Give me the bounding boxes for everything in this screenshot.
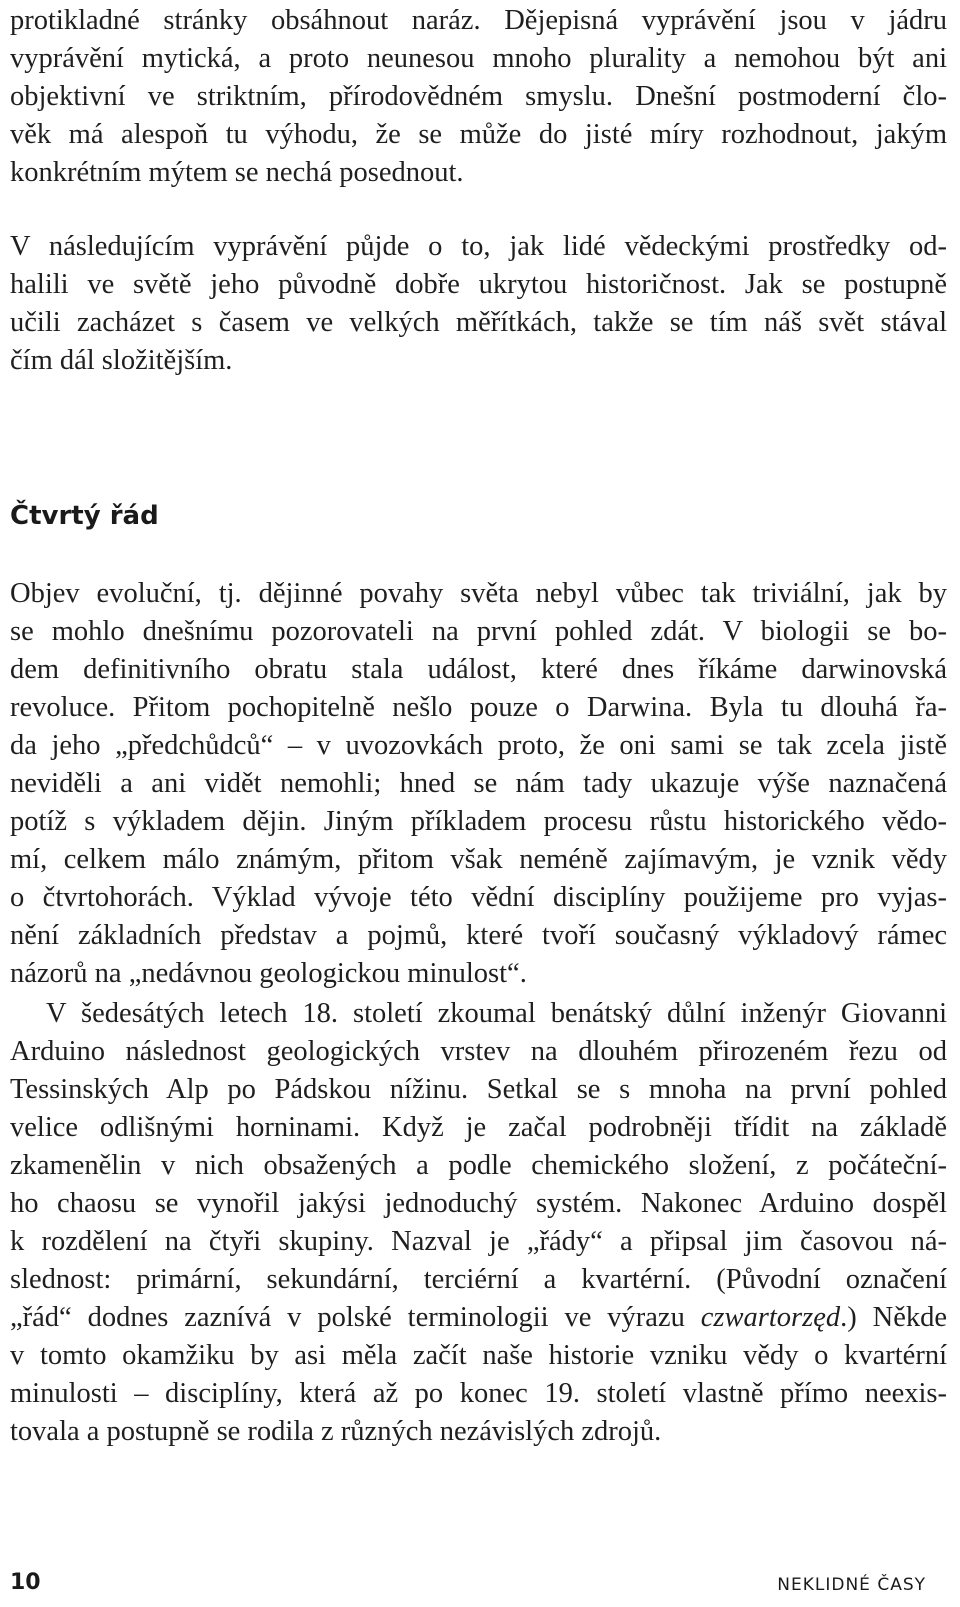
text-line: k rozdělení na čtyři skupiny. Nazval je „řády“ a připsal jim časovou ná- [10, 1226, 947, 1257]
text-line: Objev evoluční, tj. dějinné povahy světa nebyl vůbec tak triviální, jak by [10, 578, 947, 609]
page-number: 10 [10, 1570, 41, 1595]
text-line: ho chaosu se vynořil jakýsi jednoduchý systém. Nakonec Arduino dospěl [10, 1188, 947, 1219]
text-line: vyprávění mytická, a proto neunesou mnoho plurality a nemohou být ani [10, 43, 947, 74]
text-line: Tessinských Alp po Pádskou nížinu. Setkal se s mnoha na první pohled [10, 1074, 947, 1105]
text-line: revoluce. Přitom pochopitelně nešlo pouze o Darwina. Byla tu dlouhá řa- [10, 692, 947, 723]
text-line: tovala a postupně se rodila z různých nezávislých zdrojů. [10, 1416, 662, 1447]
text-line: učili zacházet s časem ve velkých měřítkách, takže se tím náš svět stával [10, 307, 947, 338]
paragraph-3 [10, 575, 947, 993]
text-line: názorů na „nedávnou geologickou minulost“. [10, 958, 527, 989]
text-line: da jeho „předchůdců“ – v uvozovkách proto, že oni sami se tak zcela jistě [10, 730, 947, 761]
paragraph-4 [10, 995, 947, 1451]
text-line: dem definitivního obratu stala událost, které dnes říkáme darwinovská [10, 654, 947, 685]
text-line: se mohlo dnešnímu pozorovateli na první pohled zdát. V biologii se bo- [10, 616, 947, 647]
text-line: velice odlišnými horninami. Když je začal podrobněji třídit na základě [10, 1112, 947, 1143]
paragraph-2 [10, 228, 947, 380]
text-line: protikladné stránky obsáhnout naráz. Dějepisná vyprávění jsou v jádru [10, 5, 947, 36]
section-heading: Čtvrtý řád [10, 501, 159, 531]
text-line: nění základních představ a pojmů, které tvoří současný výkladový rámec [10, 920, 947, 951]
text-line: slednost: primární, sekundární, terciérní a kvartérní. (Původní označení [10, 1264, 947, 1295]
text-line: V následujícím vyprávění půjde o to, jak lidé vědeckými prostředky od- [10, 231, 947, 262]
text-line: mí, celkem málo známým, přitom však neméně zajímavým, je vznik vědy [10, 844, 947, 875]
text-line: neviděli a ani vidět nemohli; hned se nám tady ukazuje výše naznačená [10, 768, 947, 799]
text-line-with-italic [10, 1299, 947, 1337]
text-line: objektivní ve striktním, přírodovědném smyslu. Dnešní postmoderní člo- [10, 81, 947, 112]
text-line: o čtvrtohorách. Výklad vývoje této vědní disciplíny použijeme pro vyjas- [10, 882, 947, 913]
text-segment: „řád“ dodnes zaznívá v polské terminologii ve výrazu [10, 1302, 701, 1333]
text-line: v tomto okamžiku by asi měla začít naše historie vzniku vědy o kvartérní [10, 1340, 947, 1371]
italic-term: czwartorzęd [700, 1302, 841, 1333]
text-line: čím dál složitějším. [10, 345, 233, 376]
text-line: halili ve světě jeho původně dobře ukrytou historičnost. Jak se postupně [10, 269, 947, 300]
text-line: konkrétním mýtem se nechá posednout. [10, 157, 464, 188]
running-title: NEKLIDNÉ ČASY [777, 1575, 926, 1595]
text-line: V šedesátých letech 18. století zkoumal benátský důlní inženýr Giovanni [46, 998, 947, 1029]
text-line: věk má alespoň tu výhodu, že se může do jisté míry rozhodnout, jakým [10, 119, 947, 150]
text-line: Arduino následnost geologických vrstev na dlouhém přirozeném řezu od [10, 1036, 947, 1067]
text-line: zkamenělin v nich obsažených a podle chemického složení, z počáteční- [10, 1150, 947, 1181]
text-line: potíž s výkladem dějin. Jiným příkladem procesu růstu historického vědo- [10, 806, 947, 837]
text-line: minulosti – disciplíny, která až po konec 19. století vlastně přímo neexis- [10, 1378, 947, 1409]
paragraph-1 [10, 2, 947, 192]
text-segment: .) Někde [840, 1302, 948, 1333]
